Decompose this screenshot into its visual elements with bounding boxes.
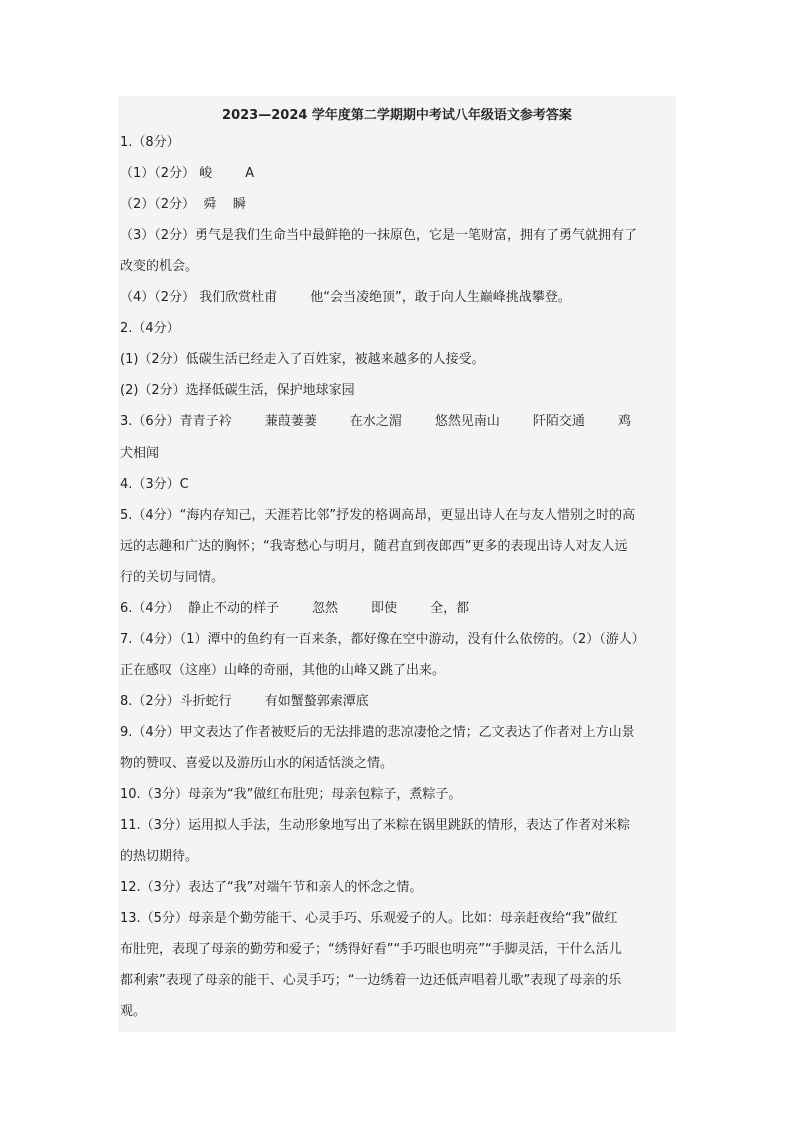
- answer-line: 行的关切与同情。: [120, 569, 225, 585]
- answer-line: 6.（4分） 静止不动的样子 忽然 即使 全，都: [120, 600, 470, 616]
- answer-line: 3.（6分）青青子衿 蒹葭萋萋 在水之湄 悠然见南山 阡陌交通 鸡: [120, 414, 631, 430]
- answer-line: （4）（2分） 我们欣赏杜甫 他“会当凌绝顶”，敢于向人生巅峰挑战攀登。: [120, 290, 571, 306]
- answer-line: 物的赞叹、喜爱以及游历山水的闲适恬淡之情。: [120, 756, 394, 771]
- answer-line: 布肚兜，表现了母亲的勤劳和爱子；“绣得好看”“手巧眼也明亮”“手脚灵活，干什么活儿: [120, 942, 622, 958]
- answer-line: 11.（3分）运用拟人手法，生动形象地写出了米粽在锅里跳跃的情形，表达了作者对米粽: [120, 818, 630, 834]
- answer-line: 改变的机会。: [120, 259, 199, 275]
- answer-line: 13.（5分）母亲是个勤劳能干、心灵手巧、乐观爱子的人。比如：母亲赶夜给“我”做红: [120, 911, 618, 927]
- answer-line: 7.（4分）（1）潭中的鱼约有一百来条，都好像在空中游动，没有什么依傍的。（2）（游人）: [120, 631, 645, 647]
- answer-line: 远的志趣和广达的胸怀；“我寄愁心与明月，随君直到夜郎西”更多的表现出诗人对友人远: [120, 538, 628, 554]
- answer-line: （3）（2分）勇气是我们生命当中最鲜艳的一抹原色，它是一笔财富，拥有了勇气就拥有了: [120, 228, 638, 244]
- answer-line: 10.（3分）母亲为“我”做红布肚兜；母亲包粽子，煮粽子。: [120, 787, 462, 803]
- answer-line: (1)（2分）低碳生活已经走入了百姓家，被越来越多的人接受。: [120, 352, 485, 368]
- answer-line: 5.（4分）“海内存知己，天涯若比邻”抒发的格调高昂，更显出诗人在与友人惜别之时的高: [120, 507, 636, 523]
- answer-line: 2.（4分）: [120, 321, 180, 337]
- answer-line: （1）（2分） 峻 A: [120, 166, 255, 182]
- answer-line: 4.（3分）C: [120, 476, 189, 492]
- answer-line: 观。: [120, 1004, 147, 1020]
- answer-line: 的热切期待。: [120, 849, 199, 865]
- answer-line: 8.（2分）斗折蛇行 有如蟹螯郭索潭底: [120, 693, 369, 709]
- answer-line: 正在感叹（这座）山峰的奇丽，其他的山峰又跳了出来。: [120, 662, 446, 678]
- answer-line: (2)（2分）选择低碳生活，保护地球家园: [120, 383, 355, 399]
- page-title: 2023—2024 学年度第二学期期中考试八年级语文参考答案: [222, 108, 572, 123]
- answer-line: 9.（4分）甲文表达了作者被贬后的无法排遣的悲凉凄怆之情；乙文表达了作者对上方山景: [120, 724, 635, 740]
- answer-line: 1.（8分）: [120, 135, 180, 150]
- answer-line: 犬相闻: [120, 445, 160, 461]
- answer-line: 12.（3分）表达了“我”对端午节和亲人的怀念之情。: [120, 880, 423, 896]
- answer-line: （2）（2分） 舜 瞬: [120, 197, 246, 213]
- answer-sheet: [118, 96, 676, 1032]
- answer-line: 都利索”表现了母亲的能干、心灵手巧；“一边绣着一边还低声唱着儿歌”表现了母亲的乐: [120, 973, 622, 989]
